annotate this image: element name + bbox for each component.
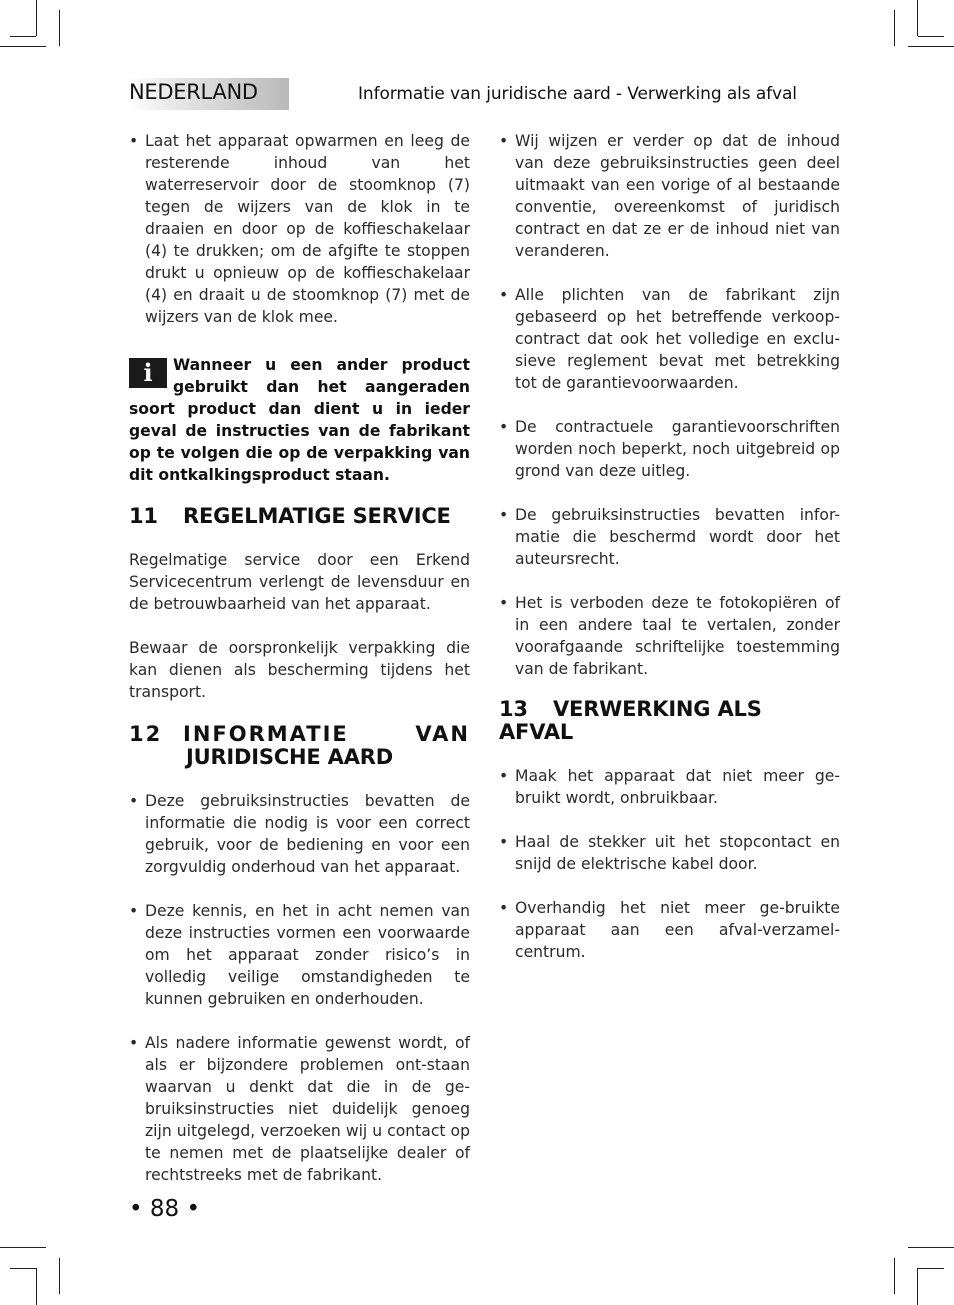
list-item: • Als nadere informatie gewenst wordt, of als er bijzondere problemen ont-staan waarvan u denkt dat die in de ge-bruiksinstructies niet duidelijk genoeg zijn uitgelegd, verzoeken wij u contact op te nemen met de plaatselijke dealer of rechtstreeks met de fabrikant.	[129, 1032, 470, 1186]
list-item: • Maak het apparaat dat niet meer ge-bruikt wordt, onbruikbaar.	[499, 765, 840, 809]
section-number: 13	[499, 697, 528, 721]
crop-mark	[918, 36, 944, 37]
info-note-text: Wanneer u een ander product gebruikt dan het aangeraden soort product dan dient u in ieder geval de instructies van de fabrikant op te volgen die op de verpakking van dit ontkalkingsproduct staan.	[129, 356, 470, 484]
crop-mark	[0, 46, 46, 47]
left-column	[129, 130, 470, 1186]
section-number: 12	[129, 722, 163, 746]
crop-mark	[894, 1258, 895, 1294]
paragraph: Regelmatige service door een Erkend Servicecentrum verlengt de levensduur en de betrouwbaarheid van het apparaat.	[129, 551, 470, 613]
crop-mark	[918, 1268, 944, 1269]
section-title: INFORMATIE	[183, 722, 349, 746]
crop-mark	[59, 10, 60, 46]
crop-mark	[894, 10, 895, 46]
language-label: NEDERLAND	[129, 80, 258, 104]
crop-mark	[917, 1268, 918, 1305]
info-icon: i	[129, 358, 167, 388]
crop-mark	[917, 0, 918, 36]
crop-mark	[908, 46, 954, 47]
section-title: JURIDISCHE AARD	[186, 745, 393, 769]
section-number: 11	[129, 504, 158, 528]
right-column	[499, 130, 840, 963]
section-title: VAN	[415, 722, 470, 746]
crop-mark	[36, 1268, 37, 1305]
crop-mark	[10, 36, 36, 37]
list-item: • Overhandig het niet meer ge-bruikte apparaat aan een afval-verzamel-centrum.	[499, 897, 840, 963]
list-item: • Het is verboden deze te fotokopiëren of in een andere taal te vertalen, zonder voorafgaande schriftelijke toestemming van de fabrikant.	[499, 592, 840, 680]
list-item: • Haal de stekker uit het stopcontact en snijd de elektrische kabel door.	[499, 831, 840, 875]
list-item: • Deze gebruiksinstructies bevatten de informatie die nodig is voor een correct gebruik, voor de bediening en voor een zorgvuldig onderhoud van het apparaat.	[129, 790, 470, 878]
language-badge	[129, 78, 289, 110]
section-heading	[129, 505, 470, 528]
section-title: VERWERKING ALS AFVAL	[499, 697, 762, 744]
list-item: • De contractuele garantievoorschriften worden noch beperkt, noch uitgebreid op grond van deze uitleg.	[499, 416, 840, 482]
crop-mark	[36, 0, 37, 36]
list-item: • Alle plichten van de fabrikant zijn gebaseerd op het betreffende verkoop-contract dat ook het volledige en exclu-sieve reglement bevat met betrekking tot de garantievoorwaarden.	[499, 284, 840, 394]
crop-mark	[908, 1247, 954, 1248]
crop-mark	[59, 1258, 60, 1294]
info-note	[129, 354, 470, 486]
page-header-title: Informatie van juridische aard - Verwerking als afval	[358, 84, 797, 104]
crop-mark	[10, 1268, 36, 1269]
section-heading	[499, 698, 840, 744]
crop-mark	[0, 1247, 46, 1248]
paragraph: Bewaar de oorspronkelijk verpakking die kan dienen als bescherming tijdens het transport.	[129, 639, 470, 701]
section-title: REGELMATIGE SERVICE	[183, 504, 451, 528]
list-item: • Wij wijzen er verder op dat de inhoud van deze gebruiksinstructies geen deel uitmaakt van een vorige of al bestaande conventie, overeenkomst of juridisch contract en dat ze er de inhoud niet van veranderen.	[499, 130, 840, 262]
list-item: • De gebruiksinstructies bevatten infor-matie die beschermd wordt door het auteursrecht.	[499, 504, 840, 570]
list-item: • Deze kennis, en het in acht nemen van deze instructies vormen een voorwaarde om het apparaat zonder risico’s in volledig veilige omstandigheden te kunnen gebruiken en onderhouden.	[129, 900, 470, 1010]
list-item: • Laat het apparaat opwarmen en leeg de resterende inhoud van het waterreservoir door de stoomknop (7) tegen de wijzers van de klok in te draaien en door op de koffieschakelaar (4) te drukken; om de afgifte te stoppen drukt u opnieuw op de koffieschakelaar (4) en draait u de stoomknop (7) met de wijzers van de klok mee.	[129, 130, 470, 328]
page-number: • 88 •	[129, 1196, 201, 1222]
section-heading	[129, 723, 470, 769]
